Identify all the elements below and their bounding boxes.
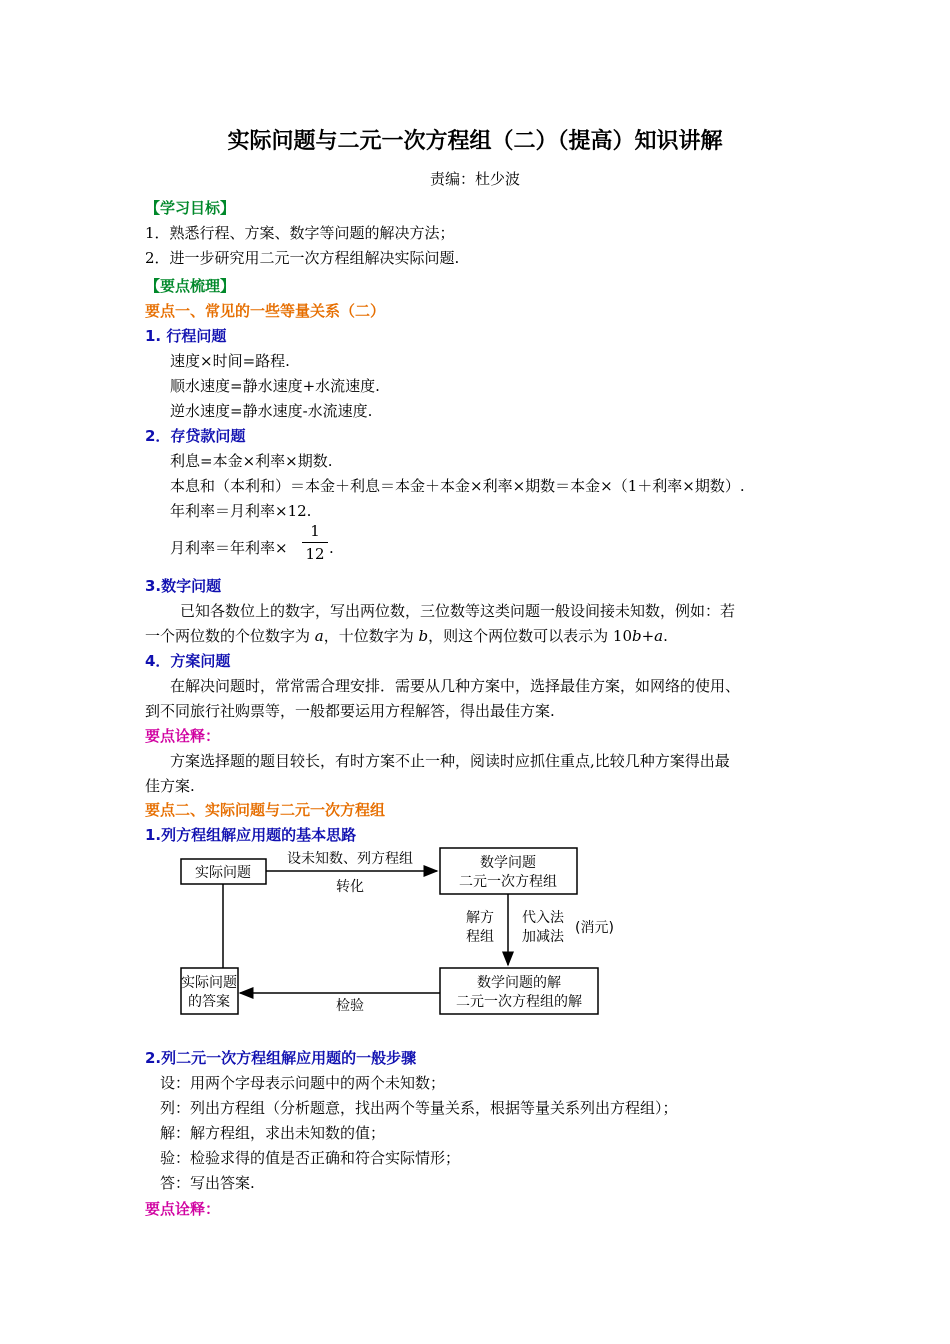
- travel-line-2: 顺水速度=静水速度+水流速度.: [170, 377, 380, 395]
- page-title: 实际问题与二元一次方程组（二）（提高）知识讲解: [227, 129, 723, 154]
- digits-line-2: [145, 626, 668, 646]
- digits-line-1: 已知各数位上的数字，写出两位数，三位数等这类问题一般设间接未知数，例如：若: [180, 602, 736, 620]
- deposit-line-1: 利息=本金×利率×期数.: [170, 452, 333, 470]
- idea-heading: 1.列方程组解应用题的基本思路: [145, 826, 357, 844]
- plan-heading: 4．方案问题: [145, 652, 231, 670]
- box-math-problem-line2: 二元一次方程组: [459, 874, 557, 890]
- method-elimination: 加减法: [522, 929, 564, 945]
- step-verify: 验：检验求得的值是否正确和符合实际情形；: [160, 1149, 461, 1167]
- note1-line-1: 方案选择题的题目较长，有时方案不止一种，阅读时应抓住重点,比较几种方案得出最: [170, 752, 730, 770]
- note2-heading: 要点诠释：: [145, 1200, 221, 1218]
- monthly-rate-suffix: .: [329, 539, 334, 557]
- step-answer: 答：写出答案.: [160, 1174, 255, 1192]
- goal-item-1: 1．熟悉行程、方案、数字等问题的解决方法；: [145, 224, 455, 242]
- fraction-bar: [302, 542, 328, 543]
- digits-text-end: .: [663, 627, 668, 645]
- expr-a: a: [654, 627, 664, 645]
- section1-heading: 要点一、常见的一些等量关系（二）: [145, 302, 386, 320]
- box-math-solution-line1: 数学问题的解: [477, 975, 561, 991]
- deposit-heading: 2．存贷款问题: [145, 427, 246, 445]
- arrow-translate-sublabel: 转化: [336, 879, 364, 895]
- box-answer-line2: 的答案: [188, 994, 230, 1010]
- travel-line-3: 逆水速度=静水速度-水流速度.: [170, 402, 373, 420]
- method-substitution: 代入法: [522, 910, 564, 926]
- travel-line-1: 速度×时间=路程.: [170, 352, 290, 370]
- digits-text-c: ，则这个两位数可以表示为 10: [428, 627, 632, 645]
- deposit-line-3: 年利率＝月利率×12.: [170, 502, 312, 520]
- travel-heading: 1. 行程问题: [145, 327, 227, 345]
- goal-item-2: 2．进一步研究用二元一次方程组解决实际问题.: [145, 249, 460, 267]
- arrow-verify-label: 检验: [336, 998, 364, 1014]
- step-set: 设：用两个字母表示问题中的两个未知数；: [160, 1074, 446, 1092]
- method-note: (消元): [575, 920, 614, 936]
- deposit-line-2: 本息和（本利和）＝本金＋利息＝本金＋本金×利率×期数＝本金×（1＋利率×期数）.: [170, 477, 745, 495]
- var-b: b: [418, 627, 429, 645]
- box-real-problem-label: 实际问题: [195, 865, 251, 881]
- box-math-problem-line1: 数学问题: [480, 855, 536, 871]
- box-math-solution-line2: 二元一次方程组的解: [456, 994, 582, 1010]
- fraction-denominator: 12: [305, 545, 325, 563]
- step-list: 列：列出方程组（分析题意，找出两个等量关系，根据等量关系列出方程组）；: [160, 1099, 678, 1117]
- note1-line-2: 佳方案.: [145, 777, 195, 795]
- expr-b: b: [631, 627, 642, 645]
- plan-line-2: 到不同旅行社购票等，一般都要运用方程解答，得出最佳方案.: [145, 702, 555, 720]
- solution-flow-diagram: [0, 840, 950, 1030]
- step-solve: 解：解方程组，求出未知数的值；: [160, 1124, 386, 1142]
- digits-heading: 3.数字问题: [145, 577, 222, 595]
- monthly-rate-prefix: 月利率＝年利率×: [170, 539, 288, 557]
- note1-heading: 要点诠释：: [145, 727, 221, 745]
- editor-line: 责编：杜少波: [429, 170, 520, 188]
- box-answer-line1: 实际问题: [181, 975, 237, 991]
- steps-heading: 2.列二元一次方程组解应用题的一般步骤: [145, 1049, 417, 1067]
- var-a: a: [314, 627, 324, 645]
- fraction-numerator: 1: [310, 522, 320, 540]
- solve-label-2: 程组: [466, 929, 494, 945]
- solve-label-1: 解方: [466, 910, 494, 926]
- goals-heading: 【学习目标】: [145, 199, 236, 217]
- digits-text-b: ，十位数字为: [323, 627, 419, 645]
- fraction-one-twelfth: [302, 522, 328, 563]
- expr-plus: +: [641, 627, 655, 645]
- digits-text-a: 一个两位数的个位数字为: [145, 627, 315, 645]
- plan-line-1: 在解决问题时，常常需合理安排．需要从几种方案中，选择最佳方案，如网络的使用、: [170, 677, 741, 695]
- points-heading: 【要点梳理】: [145, 277, 236, 295]
- section2-heading: 要点二、实际问题与二元一次方程组: [145, 801, 386, 819]
- arrow-translate-label: 设未知数、列方程组: [287, 851, 413, 867]
